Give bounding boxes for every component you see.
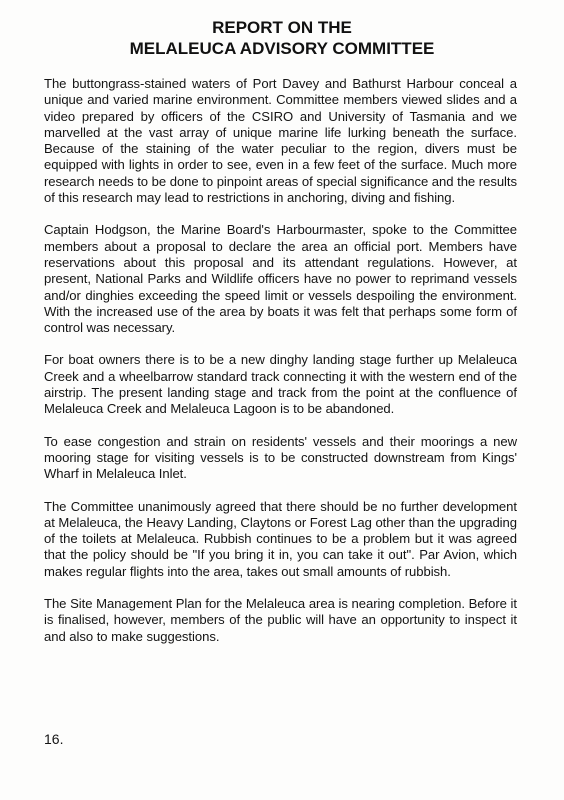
paragraph-site-management-plan: The Site Management Plan for the Melaleuca area is nearing completion. Before it is finalised, however, members of the public will have an opportunity to inspect it and also to make suggestions. [44,596,517,644]
page-number: 16. [44,731,64,747]
paragraph-mooring-stage: To ease congestion and strain on residents' vessels and their moorings a new mooring stage for visiting vessels is to be constructed downstream from Kings' Wharf in Melaleuca Inlet. [44,433,517,482]
paragraph-official-port-proposal: Captain Hodgson, the Marine Board's Harbourmaster, spoke to the Committee members about a proposal to declare the area an official port. Members have reservations about this proposal and its attendant regulations. However, at present, National Parks and Wildlife officers have no power to reprimand vessels and/or dinghies exceeding the speed limit or vessels despoiling the environment. With the increased use of the area by boats it was felt that perhaps some form of control was necessary. [44,222,517,336]
paragraph-dinghy-landing-stage: For boat owners there is to be a new dinghy landing stage further up Melaleuca Creek and a wheelbarrow standard track connecting it with the western end of the airstrip. The present landing stage and track from the point at the confluence of Melaleuca Creek and Melaleuca Lagoon is to be abandoned. [44,352,517,417]
paragraph-development-and-rubbish: The Committee unanimously agreed that there should be no further development at Melaleuca, the Heavy Landing, Claytons or Forest Lag other than the upgrading of the toilets at Melaleuca. Rubbish continues to be a problem but it was agreed that the policy should be "If you bring it in, you can take it out". Par Avion, which makes regular flights into the area, takes out small amounts of rubbish. [44,498,517,579]
report-body [44,76,517,645]
paragraph-marine-environment: The buttongrass-stained waters of Port Davey and Bathurst Harbour conceal a unique and varied marine environment. Committee members viewed slides and a video prepared by officers of the CSIRO and University of Tasmania and we marvelled at the vast array of unique marine life lurking beneath the surface. Because of the staining of the water peculiar to the region, divers must be equipped with lights in order to see, even in a few feet of the surface. Much more research needs to be done to pinpoint areas of special significance and the results of this research may lead to restrictions in anchoring, diving and fishing. [44,76,517,206]
page-title-line-1: REPORT ON THE [212,18,352,37]
page-title-line-2: MELALEUCA ADVISORY COMMITTEE [129,39,435,58]
